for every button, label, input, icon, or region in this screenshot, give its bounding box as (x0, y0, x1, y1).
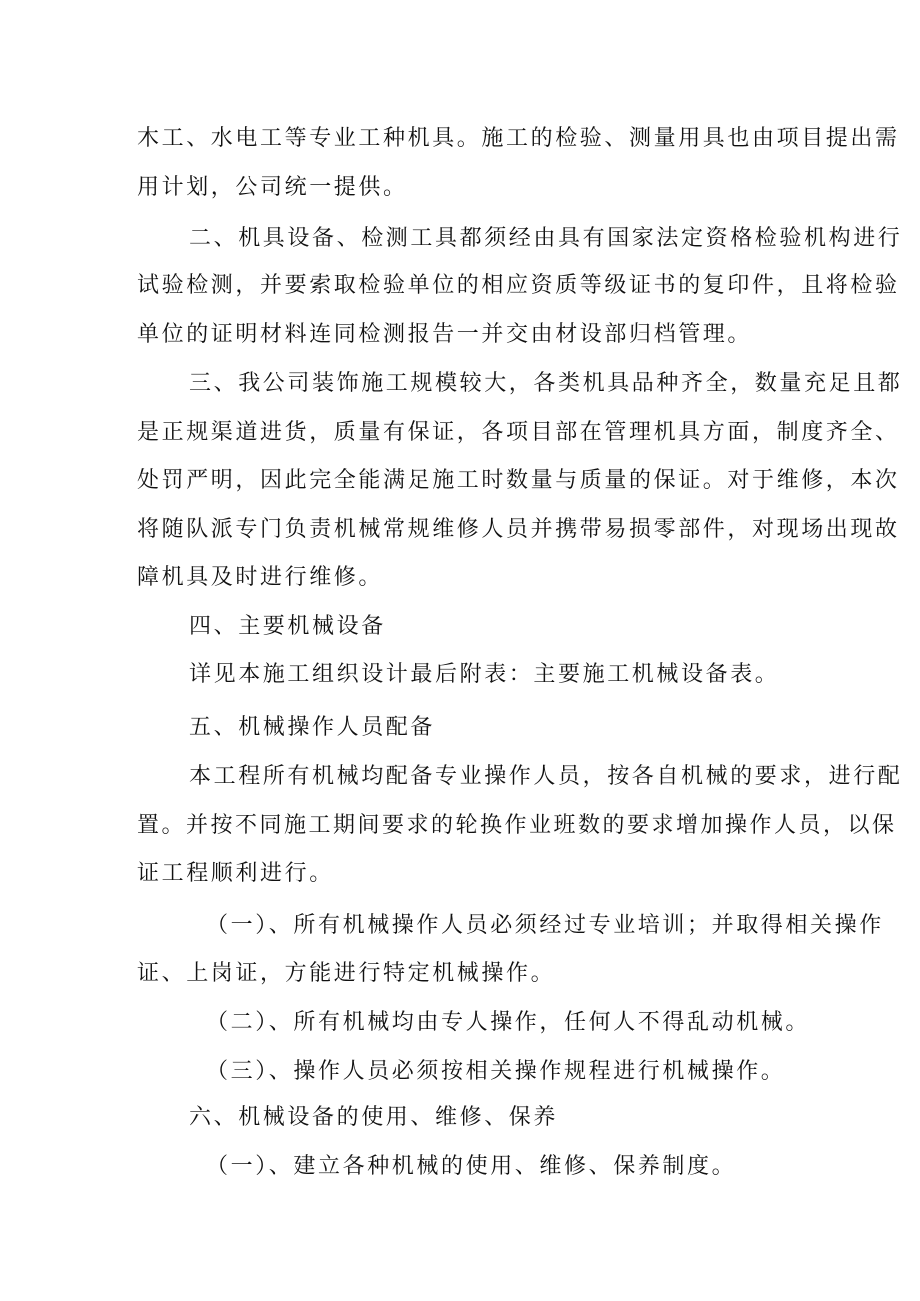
section-heading: 四、主要机械设备 (189, 614, 386, 639)
paragraph-line: 本工程所有机械均配备专业操作人员，按各自机械的要求，进行配 (189, 764, 903, 789)
paragraph-line: 将随队派专门负责机械常规维修人员并携带易损零部件，对现场出现故 (137, 517, 900, 542)
paragraph-line: 三、我公司装饰施工规模较大，各类机具品种齐全，数量充足且都 (189, 371, 903, 396)
paragraph-line: 木工、水电工等专业工种机具。施工的检验、测量用具也由项目提出需 (137, 126, 900, 151)
section-heading: 六、机械设备的使用、维修、保养 (189, 1105, 559, 1130)
paragraph-line: 证、上岗证，方能进行特定机械操作。 (137, 961, 556, 986)
paragraph-line: （二）、所有机械均由专人操作，任何人不得乱动机械。 (206, 1010, 811, 1035)
paragraph-line: 二、机具设备、检测工具都须经由具有国家法定资格检验机构进行 (189, 226, 903, 251)
paragraph-line: （一）、所有机械操作人员必须经过专业培训；并取得相关操作 (206, 913, 884, 938)
paragraph-line: 证工程顺利进行。 (137, 861, 334, 886)
paragraph-line: （一）、建立各种机械的使用、维修、保养制度。 (206, 1154, 737, 1179)
paragraph-line: 详见本施工组织设计最后附表：主要施工机械设备表。 (189, 662, 780, 687)
paragraph-line: 单位的证明材料连同检测报告一并交由材设部归档管理。 (137, 322, 753, 347)
paragraph-line: 障机具及时进行维修。 (137, 565, 384, 590)
paragraph-line: 处罚严明，因此完全能满足施工时数量与质量的保证。对于维修，本次 (137, 468, 900, 493)
paragraph-line: （三）、操作人员必须按相关操作规程进行机械操作。 (206, 1059, 786, 1084)
paragraph-line: 是正规渠道进货，质量有保证，各项目部在管理机具方面，制度齐全、 (137, 420, 900, 445)
section-heading: 五、机械操作人员配备 (189, 715, 436, 740)
paragraph-line: 用计划，公司统一提供。 (137, 175, 408, 200)
paragraph-line: 试验检测，并要索取检验单位的相应资质等级证书的复印件，且将检验 (137, 273, 900, 298)
paragraph-line: 置。并按不同施工期间要求的轮换作业班数的要求增加操作人员，以保 (137, 813, 897, 838)
